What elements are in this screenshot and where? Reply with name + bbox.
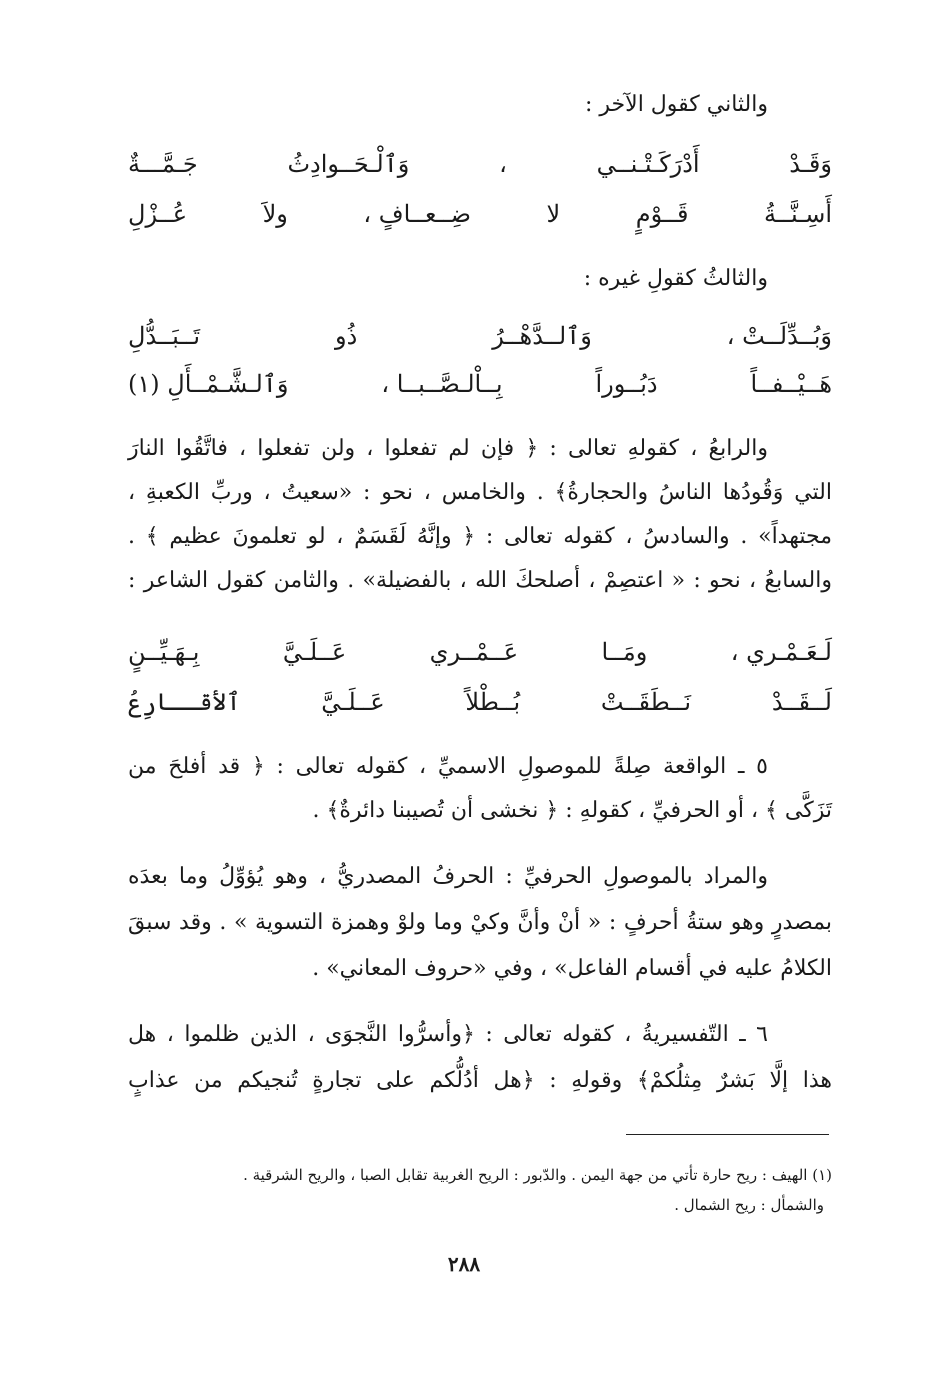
- verse-3-hemistich-2: [128, 688, 832, 716]
- paragraph-line: والسابعُ ، نحو : « اعتصِمْ ، أصلحكَ الله ، بالفضيلة» . والثامن كقول الشاعر :: [128, 568, 832, 593]
- footnote-line: والشمأل : ريح الشمال .: [674, 1196, 824, 1214]
- paragraph-line: والرابعُ ، كقولهِ تعالى : ﴿ فإن لم تفعلوا ، ولن تفعلوا ، فاتَّقُوا النارَ: [128, 436, 768, 461]
- verse-word: عَــلَـيَّ: [321, 688, 385, 716]
- verse-word: عَــمْــري: [429, 638, 519, 666]
- intro-third: والثالثُ كقولِ غيره :: [583, 266, 768, 291]
- verse-2-hemistich-1: [128, 322, 832, 350]
- verse-word: بُــطْلاً: [465, 688, 521, 716]
- verse-word: أَسِـنَّــةُ: [764, 200, 832, 228]
- verse-word: وَٱلْـحَــوادِثُ: [287, 150, 410, 178]
- footnote-line: (١) الهيف : ريح حارة تأتي من جهة اليمن . والدّبور : الريح الغربية تقابل الصبا ، والريح الشرقية .: [243, 1166, 832, 1184]
- page-number: ٢٨٨: [447, 1252, 481, 1276]
- paragraph-line: والمراد بالموصولِ الحرفيِّ : الحرفُ المصدريُّ ، وهو يُؤوِّلُ وما بعدَه: [128, 864, 768, 889]
- verse-word: قَــوْمٍ: [635, 200, 689, 228]
- verse-word: تَــبَــدُّلِ: [128, 322, 201, 350]
- paragraph-line: التي وَقُودُها الناسُ والحجارةُ﴾ . والخامس ، نحو : «سعيتُ ، وربِّ الكعبةِ ،: [128, 480, 832, 505]
- verse-word: وَبُــدِّلَــتْ ،: [726, 322, 832, 350]
- verse-2-hemistich-2: [128, 370, 832, 398]
- verse-word: لَـعَـمْـري ،: [730, 638, 832, 666]
- verse-word: لا: [546, 200, 561, 228]
- verse-word: ومَــا: [601, 638, 648, 666]
- footnote-separator: [626, 1134, 829, 1135]
- verse-1-hemistich-2: [128, 200, 832, 228]
- verse-word: ذُو: [335, 322, 358, 350]
- paragraph-line: الكلامُ عليه في أقسام الفاعل» ، وفي «حروف المعاني» .: [312, 956, 832, 981]
- paragraph-line: بمصدرٍ وهو ستةُ أحرفٍ : « أنْ وأنَّ وكيْ وما ولوْ وهمزة التسوية » . وقد سبقَ: [128, 910, 832, 935]
- paragraph-line: ٦ ـ التّفسيريةُ ، كقوله تعالى : ﴿وأسرُّوا النَّجوَى ، الذين ظلموا ، هل: [128, 1022, 768, 1047]
- verse-1-hemistich-1: [128, 150, 832, 178]
- verse-word: هَــيْــفــاً: [750, 370, 832, 398]
- paragraph-line: ٥ ـ الواقعة صِلةً للموصولِ الاسميِّ ، كقوله تعالى : ﴿ قد أفلحَ من: [128, 754, 768, 779]
- verse-word: أَدْرَكَـتْـنــي: [596, 150, 700, 178]
- verse-word: لَــقَــدْ: [771, 688, 832, 716]
- verse-word: بِـهَـيِّــنٍ: [128, 638, 200, 666]
- verse-word: نَــطَقَــتْ: [600, 688, 692, 716]
- paragraph-line: تَزَكَّى ﴾ ، أو الحرفيِّ ، كقولهِ : ﴿ نخشى أن تُصيبنا دائرةٌ﴾ .: [312, 798, 832, 823]
- verse-3-hemistich-1: [128, 638, 832, 666]
- verse-word: عَــلَـيَّ: [282, 638, 347, 666]
- verse-word: ،: [499, 150, 507, 178]
- verse-word: دَبُــوراً: [595, 370, 658, 398]
- verse-word: ولاَ: [262, 200, 288, 228]
- paragraph-line: هذا إلَّا بَشرٌ مِثلُكمْ﴾ وقولهِ : ﴿هل أدُلُّكم على تجارةٍ تُنجيكم من عذابٍ: [128, 1068, 832, 1093]
- verse-word: وَقَـدْ: [789, 150, 832, 178]
- verse-word: وَٱلـشَّـمْــأَلِ (١): [128, 370, 289, 398]
- verse-word: جَـمَّـــةٌ: [128, 150, 198, 178]
- verse-word: عُــزْلِ: [128, 200, 188, 228]
- intro-second: والثاني كقول الآخر :: [585, 92, 768, 117]
- verse-word: وَٱلــدَّهْــرُ: [492, 322, 592, 350]
- paragraph-line: مجتهداً» . والسادسُ ، كقوله تعالى : ﴿ وإنَّهُ لَقَسَمٌ ، لو تعلمونَ عظيم ﴾ .: [128, 524, 832, 549]
- verse-word: ٱلأقــارِعُ: [128, 688, 241, 716]
- verse-word: ضِــعــافٍ ،: [363, 200, 472, 228]
- verse-word: بِــاْلـصَّــبــا ،: [381, 370, 503, 398]
